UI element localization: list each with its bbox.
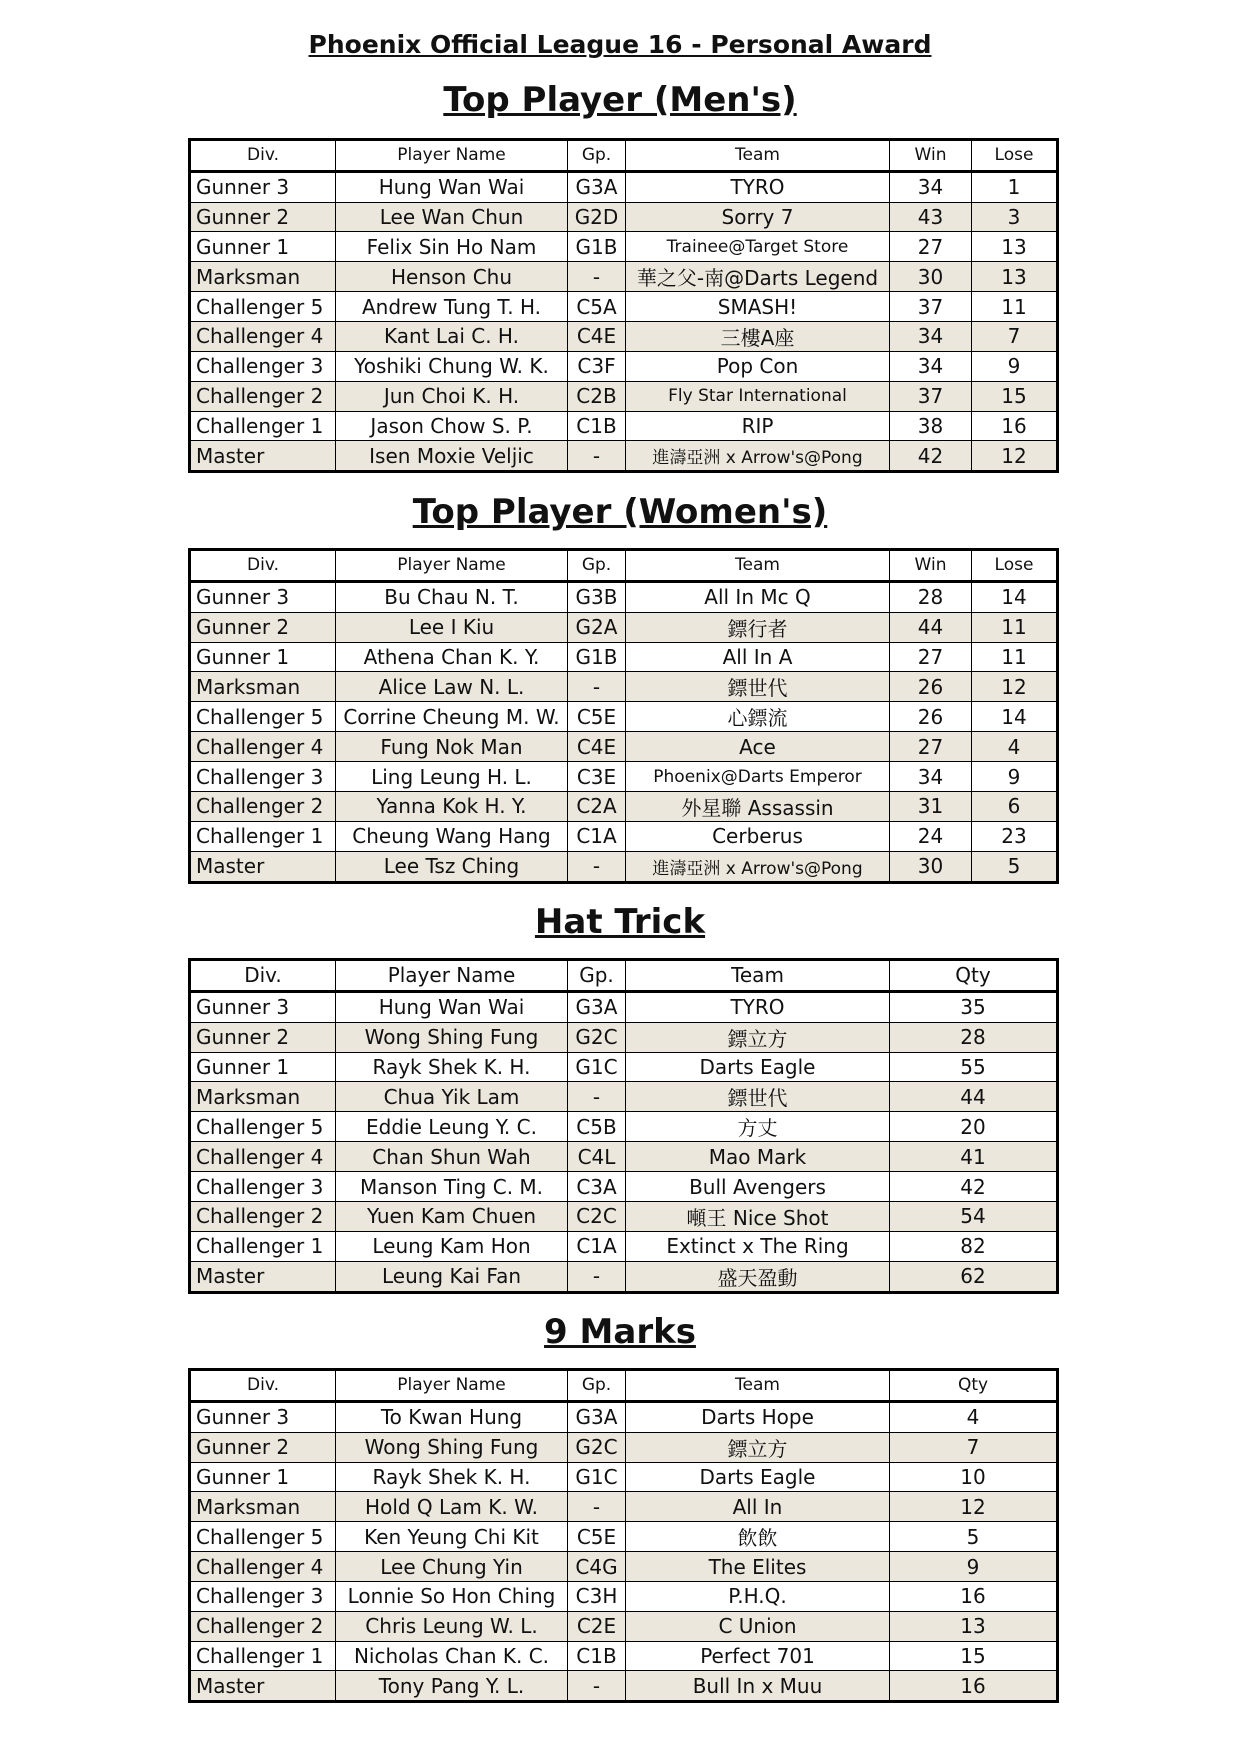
player-name-cell: Alice Law N. L. <box>336 672 568 702</box>
group-cell: C4L <box>568 1142 626 1172</box>
team-cell: 鏢行者 <box>626 612 890 642</box>
team-cell: All In Mc Q <box>626 581 890 612</box>
header-row <box>190 1370 1058 1402</box>
table-row <box>190 1172 1058 1202</box>
group-header: Gp. <box>568 140 626 172</box>
lose-header: Lose <box>972 140 1058 172</box>
div-cell: Challenger 3 <box>190 762 336 792</box>
header-row <box>190 140 1058 172</box>
lose-cell: 13 <box>972 232 1058 262</box>
lose-cell: 14 <box>972 702 1058 732</box>
team-cell: Cerberus <box>626 821 890 851</box>
player-name-cell: Andrew Tung T. H. <box>336 292 568 322</box>
win-cell: 30 <box>890 262 972 292</box>
team-cell: SMASH! <box>626 292 890 322</box>
team-cell: Darts Eagle <box>626 1462 890 1492</box>
team-cell: All In <box>626 1492 890 1522</box>
lose-cell: 11 <box>972 612 1058 642</box>
table-row <box>190 851 1058 882</box>
player-name-header: Player Name <box>336 140 568 172</box>
player-name-cell: Leung Kam Hon <box>336 1231 568 1261</box>
team-cell: 進濤亞洲 x Arrow's@Pong <box>626 441 890 472</box>
qty-cell: 15 <box>890 1641 1058 1671</box>
lose-cell: 15 <box>972 381 1058 411</box>
div-header: Div. <box>190 550 336 582</box>
team-cell: 鏢世代 <box>626 1082 890 1112</box>
team-cell: 飲飲 <box>626 1522 890 1552</box>
div-cell: Challenger 3 <box>190 351 336 381</box>
qty-cell: 13 <box>890 1611 1058 1641</box>
nine-marks-title: 9 Marks <box>544 1312 696 1352</box>
win-cell: 26 <box>890 672 972 702</box>
lose-cell: 11 <box>972 292 1058 322</box>
group-cell: G2D <box>568 202 626 232</box>
table-row <box>190 1611 1058 1641</box>
qty-cell: 54 <box>890 1201 1058 1231</box>
div-cell: Gunner 3 <box>190 581 336 612</box>
div-cell: Marksman <box>190 1492 336 1522</box>
top-men-table <box>188 138 1059 473</box>
group-cell: C2B <box>568 381 626 411</box>
group-cell: C1B <box>568 411 626 441</box>
group-cell: - <box>568 441 626 472</box>
group-cell: C4G <box>568 1552 626 1582</box>
lose-cell: 11 <box>972 642 1058 672</box>
group-cell: C2E <box>568 1611 626 1641</box>
qty-cell: 20 <box>890 1112 1058 1142</box>
player-name-cell: Nicholas Chan K. C. <box>336 1641 568 1671</box>
group-cell: C4E <box>568 321 626 351</box>
player-name-cell: Hung Wan Wai <box>336 171 568 202</box>
team-cell: 三樓A座 <box>626 321 890 351</box>
lose-cell: 14 <box>972 581 1058 612</box>
team-cell: 華之父-南@Darts Legend <box>626 262 890 292</box>
group-cell: - <box>568 262 626 292</box>
team-cell: TYRO <box>626 991 890 1022</box>
win-cell: 38 <box>890 411 972 441</box>
player-name-cell: Lee Tsz Ching <box>336 851 568 882</box>
div-cell: Master <box>190 441 336 472</box>
div-cell: Challenger 4 <box>190 321 336 351</box>
table-row <box>190 1581 1058 1611</box>
div-cell: Challenger 2 <box>190 381 336 411</box>
lose-cell: 12 <box>972 441 1058 472</box>
player-name-cell: Jun Choi K. H. <box>336 381 568 411</box>
player-name-cell: Hung Wan Wai <box>336 991 568 1022</box>
win-cell: 30 <box>890 851 972 882</box>
team-cell: The Elites <box>626 1552 890 1582</box>
player-name-cell: Eddie Leung Y. C. <box>336 1112 568 1142</box>
team-cell: Bull In x Muu <box>626 1671 890 1702</box>
team-cell: 心鏢流 <box>626 702 890 732</box>
player-name-cell: Chua Yik Lam <box>336 1082 568 1112</box>
player-name-cell: Bu Chau N. T. <box>336 581 568 612</box>
player-name-header: Player Name <box>336 1370 568 1402</box>
qty-cell: 44 <box>890 1082 1058 1112</box>
group-cell: G1C <box>568 1462 626 1492</box>
team-cell: 盛天盈動 <box>626 1261 890 1292</box>
qty-cell: 28 <box>890 1022 1058 1052</box>
win-cell: 27 <box>890 642 972 672</box>
table-row <box>190 1462 1058 1492</box>
player-name-cell: Ling Leung H. L. <box>336 762 568 792</box>
table-row <box>190 1142 1058 1172</box>
table-row <box>190 441 1058 472</box>
div-cell: Master <box>190 1261 336 1292</box>
lose-cell: 5 <box>972 851 1058 882</box>
lose-header: Lose <box>972 550 1058 582</box>
player-name-cell: Manson Ting C. M. <box>336 1172 568 1202</box>
group-cell: - <box>568 1261 626 1292</box>
table-row <box>190 381 1058 411</box>
qty-header: Qty <box>890 960 1058 992</box>
table-row <box>190 321 1058 351</box>
header-row <box>190 960 1058 992</box>
qty-header: Qty <box>890 1370 1058 1402</box>
div-cell: Challenger 5 <box>190 292 336 322</box>
table-row <box>190 1432 1058 1462</box>
group-cell: C5B <box>568 1112 626 1142</box>
div-cell: Challenger 1 <box>190 1231 336 1261</box>
player-name-cell: Hold Q Lam K. W. <box>336 1492 568 1522</box>
table-row <box>190 351 1058 381</box>
div-cell: Marksman <box>190 262 336 292</box>
player-name-cell: Yanna Kok H. Y. <box>336 791 568 821</box>
group-header: Gp. <box>568 960 626 992</box>
table-row <box>190 1231 1058 1261</box>
group-cell: C1B <box>568 1641 626 1671</box>
team-header: Team <box>626 140 890 172</box>
qty-cell: 16 <box>890 1671 1058 1702</box>
group-cell: - <box>568 1082 626 1112</box>
win-cell: 31 <box>890 791 972 821</box>
div-cell: Challenger 4 <box>190 1142 336 1172</box>
table-row <box>190 1671 1058 1702</box>
group-cell: G2C <box>568 1022 626 1052</box>
div-cell: Gunner 3 <box>190 171 336 202</box>
group-cell: G3A <box>568 1401 626 1432</box>
group-cell: C3H <box>568 1581 626 1611</box>
table-row <box>190 1052 1058 1082</box>
win-cell: 24 <box>890 821 972 851</box>
header-row <box>190 550 1058 582</box>
team-cell: Ace <box>626 732 890 762</box>
player-name-cell: Kant Lai C. H. <box>336 321 568 351</box>
win-cell: 42 <box>890 441 972 472</box>
win-cell: 28 <box>890 581 972 612</box>
div-cell: Gunner 2 <box>190 612 336 642</box>
lose-cell: 12 <box>972 672 1058 702</box>
player-name-cell: Yuen Kam Chuen <box>336 1201 568 1231</box>
group-cell: G1C <box>568 1052 626 1082</box>
group-cell: C1A <box>568 1231 626 1261</box>
team-cell: 外星聯 Assassin <box>626 791 890 821</box>
player-name-header: Player Name <box>336 960 568 992</box>
team-cell: 鏢世代 <box>626 672 890 702</box>
div-header: Div. <box>190 1370 336 1402</box>
group-cell: - <box>568 1492 626 1522</box>
team-cell: All In A <box>626 642 890 672</box>
qty-cell: 41 <box>890 1142 1058 1172</box>
player-name-cell: Lee Chung Yin <box>336 1552 568 1582</box>
group-cell: G2C <box>568 1432 626 1462</box>
player-name-cell: Lee Wan Chun <box>336 202 568 232</box>
team-cell: Sorry 7 <box>626 202 890 232</box>
team-cell: Darts Eagle <box>626 1052 890 1082</box>
div-cell: Challenger 5 <box>190 702 336 732</box>
team-cell: Extinct x The Ring <box>626 1231 890 1261</box>
table-row <box>190 1401 1058 1432</box>
qty-cell: 16 <box>890 1581 1058 1611</box>
table-row <box>190 262 1058 292</box>
team-cell: 鏢立方 <box>626 1432 890 1462</box>
win-header: Win <box>890 140 972 172</box>
group-header: Gp. <box>568 550 626 582</box>
group-cell: C2A <box>568 791 626 821</box>
team-cell: 鏢立方 <box>626 1022 890 1052</box>
player-name-cell: Rayk Shek K. H. <box>336 1052 568 1082</box>
table-row <box>190 1112 1058 1142</box>
top-women-title: Top Player (Women's) <box>412 492 828 532</box>
team-header: Team <box>626 550 890 582</box>
div-cell: Challenger 1 <box>190 1641 336 1671</box>
table-row <box>190 1552 1058 1582</box>
group-cell: C4E <box>568 732 626 762</box>
group-cell: G2A <box>568 612 626 642</box>
table-row <box>190 821 1058 851</box>
div-cell: Gunner 3 <box>190 1401 336 1432</box>
qty-cell: 9 <box>890 1552 1058 1582</box>
group-cell: G3A <box>568 991 626 1022</box>
group-cell: G1B <box>568 232 626 262</box>
player-name-cell: Felix Sin Ho Nam <box>336 232 568 262</box>
player-name-cell: Corrine Cheung M. W. <box>336 702 568 732</box>
player-name-cell: Jason Chow S. P. <box>336 411 568 441</box>
group-cell: - <box>568 672 626 702</box>
group-cell: C2C <box>568 1201 626 1231</box>
win-cell: 27 <box>890 732 972 762</box>
div-cell: Challenger 2 <box>190 1201 336 1231</box>
table-row <box>190 1082 1058 1112</box>
hat-trick-title: Hat Trick <box>534 902 706 942</box>
table-row <box>190 1022 1058 1052</box>
team-header: Team <box>626 1370 890 1402</box>
div-cell: Challenger 3 <box>190 1581 336 1611</box>
lose-cell: 6 <box>972 791 1058 821</box>
win-cell: 37 <box>890 292 972 322</box>
table-row <box>190 1201 1058 1231</box>
win-cell: 34 <box>890 762 972 792</box>
qty-cell: 62 <box>890 1261 1058 1292</box>
div-cell: Gunner 2 <box>190 1022 336 1052</box>
team-cell: Phoenix@Darts Emperor <box>626 762 890 792</box>
table-row <box>190 581 1058 612</box>
qty-cell: 12 <box>890 1492 1058 1522</box>
player-name-cell: Fung Nok Man <box>336 732 568 762</box>
win-cell: 34 <box>890 321 972 351</box>
player-name-cell: Ken Yeung Chi Kit <box>336 1522 568 1552</box>
player-name-cell: Rayk Shek K. H. <box>336 1462 568 1492</box>
table-row <box>190 702 1058 732</box>
lose-cell: 9 <box>972 351 1058 381</box>
group-cell: C3F <box>568 351 626 381</box>
player-name-cell: Chan Shun Wah <box>336 1142 568 1172</box>
div-cell: Gunner 1 <box>190 1462 336 1492</box>
table-row <box>190 642 1058 672</box>
qty-cell: 55 <box>890 1052 1058 1082</box>
table-row <box>190 791 1058 821</box>
player-name-cell: Yoshiki Chung W. K. <box>336 351 568 381</box>
player-name-cell: Lee I Kiu <box>336 612 568 642</box>
win-cell: 44 <box>890 612 972 642</box>
player-name-cell: Tony Pang Y. L. <box>336 1671 568 1702</box>
win-cell: 34 <box>890 351 972 381</box>
div-cell: Challenger 1 <box>190 821 336 851</box>
group-cell: C1A <box>568 821 626 851</box>
table-row <box>190 1522 1058 1552</box>
team-cell: RIP <box>626 411 890 441</box>
team-cell: Mao Mark <box>626 1142 890 1172</box>
player-name-cell: Chris Leung W. L. <box>336 1611 568 1641</box>
team-cell: 噸王 Nice Shot <box>626 1201 890 1231</box>
team-header: Team <box>626 960 890 992</box>
group-cell: - <box>568 851 626 882</box>
team-cell: Trainee@Target Store <box>626 232 890 262</box>
table-row <box>190 1641 1058 1671</box>
div-cell: Gunner 3 <box>190 991 336 1022</box>
div-header: Div. <box>190 140 336 172</box>
win-cell: 43 <box>890 202 972 232</box>
team-cell: 方丈 <box>626 1112 890 1142</box>
div-cell: Marksman <box>190 1082 336 1112</box>
team-cell: Darts Hope <box>626 1401 890 1432</box>
table-row <box>190 292 1058 322</box>
div-cell: Challenger 2 <box>190 791 336 821</box>
qty-cell: 7 <box>890 1432 1058 1462</box>
lose-cell: 1 <box>972 171 1058 202</box>
lose-cell: 4 <box>972 732 1058 762</box>
div-cell: Challenger 4 <box>190 1552 336 1582</box>
qty-cell: 5 <box>890 1522 1058 1552</box>
table-row <box>190 202 1058 232</box>
player-name-cell: Wong Shing Fung <box>336 1432 568 1462</box>
qty-cell: 10 <box>890 1462 1058 1492</box>
group-cell: C5E <box>568 1522 626 1552</box>
group-cell: C5A <box>568 292 626 322</box>
player-name-cell: Athena Chan K. Y. <box>336 642 568 672</box>
table-row <box>190 762 1058 792</box>
div-header: Div. <box>190 960 336 992</box>
lose-cell: 16 <box>972 411 1058 441</box>
div-cell: Gunner 1 <box>190 1052 336 1082</box>
team-cell: Bull Avengers <box>626 1172 890 1202</box>
div-cell: Challenger 3 <box>190 1172 336 1202</box>
group-cell: C5E <box>568 702 626 732</box>
qty-cell: 82 <box>890 1231 1058 1261</box>
win-cell: 27 <box>890 232 972 262</box>
table-row <box>190 612 1058 642</box>
table-row <box>190 672 1058 702</box>
qty-cell: 35 <box>890 991 1058 1022</box>
group-cell: G3B <box>568 581 626 612</box>
group-header: Gp. <box>568 1370 626 1402</box>
div-cell: Gunner 1 <box>190 232 336 262</box>
team-cell: P.H.Q. <box>626 1581 890 1611</box>
hat-trick-table <box>188 958 1059 1294</box>
div-cell: Master <box>190 851 336 882</box>
lose-cell: 9 <box>972 762 1058 792</box>
div-cell: Master <box>190 1671 336 1702</box>
team-cell: Pop Con <box>626 351 890 381</box>
document-title: Phoenix Official League 16 - Personal Award <box>308 30 932 59</box>
win-cell: 37 <box>890 381 972 411</box>
lose-cell: 23 <box>972 821 1058 851</box>
lose-cell: 7 <box>972 321 1058 351</box>
div-cell: Challenger 4 <box>190 732 336 762</box>
win-cell: 26 <box>890 702 972 732</box>
qty-cell: 42 <box>890 1172 1058 1202</box>
lose-cell: 3 <box>972 202 1058 232</box>
div-cell: Challenger 2 <box>190 1611 336 1641</box>
win-cell: 34 <box>890 171 972 202</box>
nine-marks-table <box>188 1368 1059 1703</box>
top-women-table <box>188 548 1059 884</box>
group-cell: G3A <box>568 171 626 202</box>
div-cell: Challenger 5 <box>190 1522 336 1552</box>
win-header: Win <box>890 550 972 582</box>
player-name-cell: Henson Chu <box>336 262 568 292</box>
table-row <box>190 991 1058 1022</box>
div-cell: Challenger 5 <box>190 1112 336 1142</box>
group-cell: G1B <box>568 642 626 672</box>
table-row <box>190 1261 1058 1292</box>
div-cell: Gunner 2 <box>190 1432 336 1462</box>
qty-cell: 4 <box>890 1401 1058 1432</box>
group-cell: - <box>568 1671 626 1702</box>
team-cell: 進濤亞洲 x Arrow's@Pong <box>626 851 890 882</box>
team-cell: C Union <box>626 1611 890 1641</box>
player-name-cell: Isen Moxie Veljic <box>336 441 568 472</box>
div-cell: Challenger 1 <box>190 411 336 441</box>
table-row <box>190 232 1058 262</box>
table-row <box>190 1492 1058 1522</box>
team-cell: TYRO <box>626 171 890 202</box>
player-name-cell: Lonnie So Hon Ching <box>336 1581 568 1611</box>
div-cell: Gunner 2 <box>190 202 336 232</box>
div-cell: Marksman <box>190 672 336 702</box>
table-row <box>190 732 1058 762</box>
team-cell: Perfect 701 <box>626 1641 890 1671</box>
group-cell: C3E <box>568 762 626 792</box>
div-cell: Gunner 1 <box>190 642 336 672</box>
group-cell: C3A <box>568 1172 626 1202</box>
player-name-cell: Wong Shing Fung <box>336 1022 568 1052</box>
player-name-cell: Leung Kai Fan <box>336 1261 568 1292</box>
player-name-cell: To Kwan Hung <box>336 1401 568 1432</box>
table-row <box>190 171 1058 202</box>
table-row <box>190 411 1058 441</box>
player-name-header: Player Name <box>336 550 568 582</box>
lose-cell: 13 <box>972 262 1058 292</box>
team-cell: Fly Star International <box>626 381 890 411</box>
top-men-title: Top Player (Men's) <box>443 80 797 120</box>
player-name-cell: Cheung Wang Hang <box>336 821 568 851</box>
